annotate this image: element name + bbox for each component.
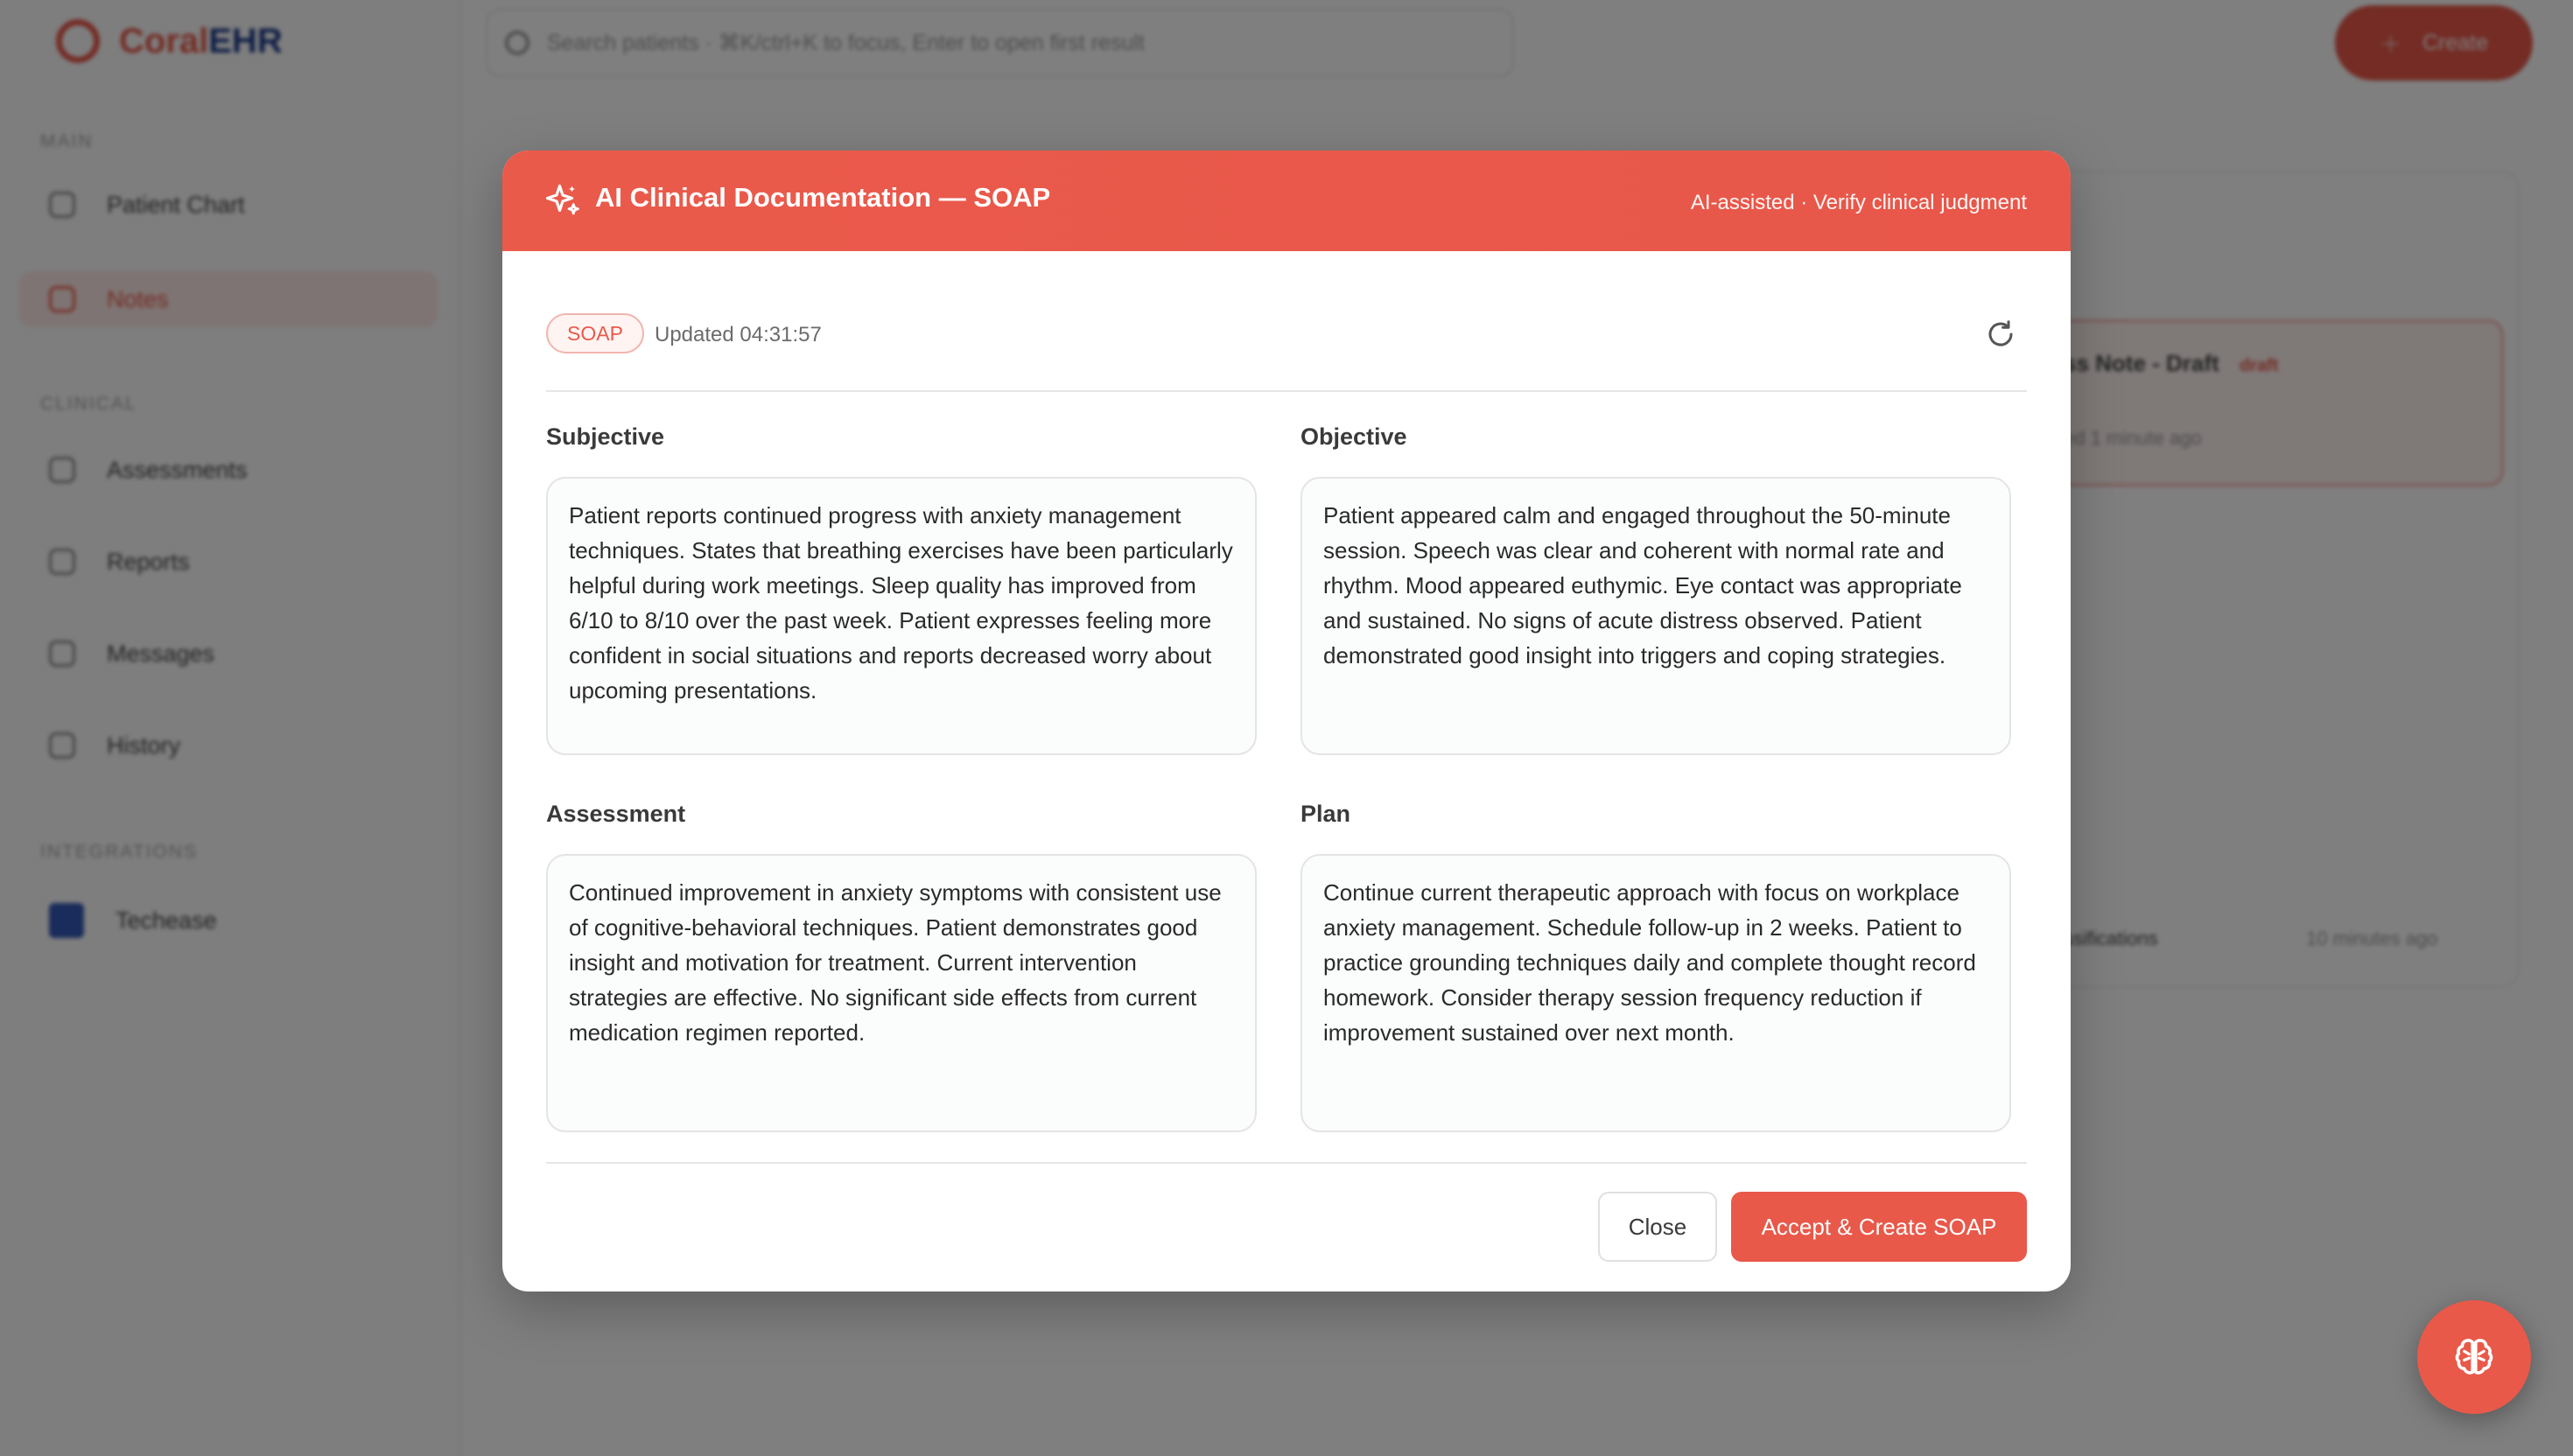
assessment-label: Assessment bbox=[546, 801, 686, 827]
refresh-icon[interactable] bbox=[1985, 318, 2016, 350]
subjective-label: Subjective bbox=[546, 424, 665, 450]
ai-assistant-fab[interactable] bbox=[2417, 1300, 2531, 1414]
assessment-textarea[interactable]: Continued improvement in anxiety symptoms with consistent use of cognitive-behavioral techniques. Patient demonstrates good insight and motivation for treatment. Current intervention strategies are effective. No significant side effects from current medication regimen reported. bbox=[546, 854, 1257, 1132]
plan-textarea[interactable]: Continue current therapeutic approach with focus on workplace anxiety management. Schedule follow-up in 2 weeks. Patient to practice grounding techniques daily and complete thought record homework. Consider therapy session frequency reduction if improvement sustained over next month. bbox=[1301, 854, 2011, 1132]
close-button[interactable]: Close bbox=[1598, 1192, 1717, 1262]
updated-timestamp: Updated 04:31:57 bbox=[655, 323, 822, 346]
divider-top bbox=[546, 390, 2027, 392]
divider-bottom bbox=[546, 1162, 2027, 1164]
brain-icon bbox=[2450, 1334, 2498, 1381]
soap-modal bbox=[502, 150, 2071, 1292]
soap-badge: SOAP bbox=[546, 313, 644, 354]
modal-header bbox=[502, 150, 2071, 251]
objective-label: Objective bbox=[1301, 424, 1407, 450]
accept-create-soap-button[interactable]: Accept & Create SOAP bbox=[1731, 1192, 2027, 1262]
modal-title: AI Clinical Documentation — SOAP bbox=[595, 182, 1051, 213]
sparkles-icon bbox=[544, 183, 581, 220]
modal-meta-row bbox=[546, 313, 2027, 357]
plan-label: Plan bbox=[1301, 801, 1351, 827]
objective-textarea[interactable]: Patient appeared calm and engaged throughout the 50-minute session. Speech was clear and coherent with normal rate and rhythm. Mood appeared euthymic. Eye contact was appropriate and sustained. No signs of acute distress observed. Patient demonstrated good insight into triggers and coping strategies. bbox=[1301, 477, 2011, 755]
subjective-textarea[interactable]: Patient reports continued progress with anxiety management techniques. States that breathing exercises have been particularly helpful during work meetings. Sleep quality has improved from 6/10 to 8/10 over the past week. Patient expresses feeling more confident in social situations and reports decreased worry about upcoming presentations. bbox=[546, 477, 1257, 755]
modal-header-note: AI-assisted · Verify clinical judgment bbox=[1690, 191, 2027, 214]
